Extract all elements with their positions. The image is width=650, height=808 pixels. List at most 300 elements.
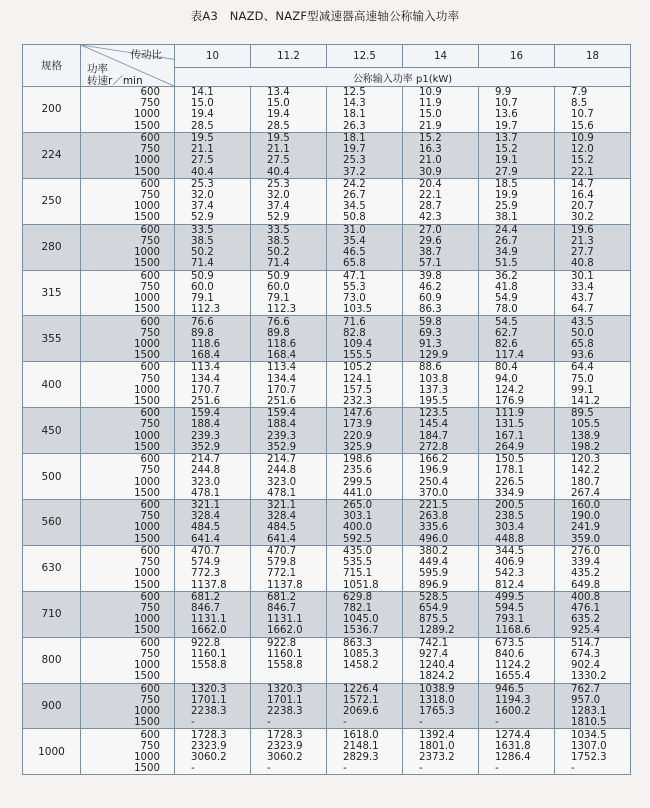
power-cell xyxy=(555,87,631,133)
power-value: 435.2 xyxy=(571,568,601,580)
power-cell xyxy=(555,270,631,316)
power-value: 629.8 xyxy=(343,591,373,603)
power-value: 38.5 xyxy=(267,235,290,247)
power-value: 33.5 xyxy=(267,224,290,236)
power-value: 1701.1 xyxy=(191,694,227,706)
power-value: 1160.1 xyxy=(267,648,303,660)
power-value: 32.0 xyxy=(267,190,290,202)
power-value: 118.6 xyxy=(191,338,221,350)
table-row xyxy=(23,270,631,316)
power-cell xyxy=(251,637,327,683)
power-value: - xyxy=(419,717,423,729)
power-value: 1137.8 xyxy=(191,579,227,591)
power-value: 89.5 xyxy=(571,408,594,420)
power-value: 220.9 xyxy=(343,430,373,442)
power-value: 65.8 xyxy=(343,258,366,270)
power-value: 2238.3 xyxy=(267,706,303,718)
power-value: 36.2 xyxy=(495,270,518,282)
power-cell xyxy=(327,683,403,729)
power-value: 28.7 xyxy=(419,201,442,213)
speed-cell xyxy=(81,316,175,362)
power-cell xyxy=(403,454,479,500)
power-value: 927.4 xyxy=(419,648,449,660)
power-value: 200.5 xyxy=(495,500,525,512)
power-value: 15.0 xyxy=(267,98,290,110)
power-value: 922.8 xyxy=(191,637,221,649)
power-value: 103.8 xyxy=(419,373,449,385)
power-value: 1810.5 xyxy=(571,717,607,729)
power-value: 244.8 xyxy=(267,465,297,477)
speed-cell xyxy=(81,637,175,683)
power-value: 400.0 xyxy=(343,522,373,534)
power-value: 76.6 xyxy=(267,316,290,328)
speed-value: 750 xyxy=(140,694,160,706)
power-value: 10.9 xyxy=(571,132,594,144)
power-value: 334.9 xyxy=(495,487,525,499)
power-value: 50.9 xyxy=(267,270,290,282)
speed-value: 600 xyxy=(140,316,160,328)
power-value: - xyxy=(495,763,499,775)
power-value: 3060.2 xyxy=(191,751,227,763)
power-value: 1618.0 xyxy=(343,729,379,741)
power-value: 78.0 xyxy=(495,304,518,316)
power-value: 142.2 xyxy=(571,465,601,477)
speed-value: 1000 xyxy=(134,109,160,121)
power-value: 15.6 xyxy=(571,120,594,132)
power-value: 542.3 xyxy=(495,568,525,580)
power-value: 27.5 xyxy=(191,155,214,167)
speed-cell xyxy=(81,545,175,591)
power-cell xyxy=(403,408,479,454)
power-value: 793.1 xyxy=(495,614,525,626)
power-value: 31.0 xyxy=(343,224,366,236)
power-cell xyxy=(175,224,251,270)
power-value: 1752.3 xyxy=(571,751,607,763)
speed-value: 1000 xyxy=(134,614,160,626)
power-cell xyxy=(479,316,555,362)
power-value: - xyxy=(267,763,271,775)
power-cell xyxy=(403,362,479,408)
power-value: 123.5 xyxy=(419,408,449,420)
power-value: 20.7 xyxy=(571,201,594,213)
power-value: 1034.5 xyxy=(571,729,607,741)
power-value: 15.2 xyxy=(495,144,518,156)
speed-value: 600 xyxy=(140,408,160,420)
speed-value: 1500 xyxy=(134,625,160,637)
power-value: 1536.7 xyxy=(343,625,379,637)
power-cell xyxy=(555,224,631,270)
power-value: 21.9 xyxy=(419,120,442,132)
power-value xyxy=(191,671,250,682)
power-value: 496.0 xyxy=(419,533,449,545)
power-value: 28.5 xyxy=(191,120,214,132)
power-cell xyxy=(251,683,327,729)
power-value: 43.5 xyxy=(571,316,594,328)
power-value: 232.3 xyxy=(343,395,373,407)
power-cell xyxy=(403,316,479,362)
table-row xyxy=(23,316,631,362)
power-value: 1701.1 xyxy=(267,694,303,706)
power-value: 1392.4 xyxy=(419,729,455,741)
power-value: 10.7 xyxy=(495,98,518,110)
power-value: 339.4 xyxy=(571,557,601,569)
power-cell xyxy=(555,683,631,729)
power-value: 54.9 xyxy=(495,293,518,304)
speed-value: 1000 xyxy=(134,660,160,672)
power-value: 2373.2 xyxy=(419,751,455,763)
power-cell xyxy=(251,500,327,546)
speed-value: 600 xyxy=(140,132,160,144)
power-value: 579.8 xyxy=(267,557,297,569)
power-value: 86.3 xyxy=(419,304,442,316)
speed-label: 转速r／min xyxy=(87,75,143,87)
speed-value: 1000 xyxy=(134,338,160,350)
power-cell xyxy=(251,729,327,775)
speed-value: 1500 xyxy=(134,258,160,270)
power-value: 196.9 xyxy=(419,465,449,477)
power-value: 1137.8 xyxy=(267,579,303,591)
speed-value: 600 xyxy=(140,591,160,603)
speed-value: 750 xyxy=(140,327,160,339)
speed-value: 600 xyxy=(140,362,160,374)
power-value: 1194.3 xyxy=(495,694,531,706)
power-value: 26.7 xyxy=(495,235,518,247)
speed-value: 1500 xyxy=(134,120,160,132)
power-value: 37.2 xyxy=(343,166,366,178)
power-value: 535.5 xyxy=(343,557,373,569)
power-cell xyxy=(175,178,251,224)
power-value: 592.5 xyxy=(343,533,373,545)
power-cell xyxy=(251,270,327,316)
power-value: 105.2 xyxy=(343,362,373,374)
power-value: 112.3 xyxy=(267,304,297,316)
power-value: 12.5 xyxy=(343,87,366,99)
speed-value: 750 xyxy=(140,98,160,110)
power-value: 64.4 xyxy=(571,362,594,374)
power-value: 30.9 xyxy=(419,166,442,178)
power-value: 14.7 xyxy=(571,178,594,190)
speed-value: 600 xyxy=(140,729,160,741)
speed-cell xyxy=(81,87,175,133)
power-cell xyxy=(175,683,251,729)
ratio-header: 11.2 xyxy=(251,45,327,68)
power-cell xyxy=(327,362,403,408)
power-value: 2069.6 xyxy=(343,706,379,718)
power-value: 147.6 xyxy=(343,408,373,420)
power-value: 46.2 xyxy=(419,281,442,293)
speed-value: 750 xyxy=(140,281,160,293)
power-value: 34.5 xyxy=(343,201,366,213)
power-cell xyxy=(327,316,403,362)
power-cell xyxy=(479,683,555,729)
power-value: 27.0 xyxy=(419,224,442,236)
power-value: 674.3 xyxy=(571,648,601,660)
power-value: 2323.9 xyxy=(267,740,303,752)
power-value: 10.7 xyxy=(571,109,594,121)
power-cell xyxy=(175,500,251,546)
table-row xyxy=(23,87,631,133)
power-value: 1274.4 xyxy=(495,729,531,741)
speed-value: 600 xyxy=(140,637,160,649)
power-value: 239.3 xyxy=(267,430,297,442)
power-value: 957.0 xyxy=(571,694,601,706)
power-value: 20.4 xyxy=(419,178,442,190)
power-value: 15.2 xyxy=(419,132,442,144)
power-value: 46.5 xyxy=(343,247,366,259)
power-value: 18.1 xyxy=(343,132,366,144)
power-value: 400.8 xyxy=(571,591,601,603)
power-value: 51.5 xyxy=(495,258,518,270)
spec-cell: 355 xyxy=(23,316,81,362)
power-value: 190.0 xyxy=(571,511,601,523)
power-value: 28.5 xyxy=(267,120,290,132)
power-cell xyxy=(327,132,403,178)
power-value: 325.9 xyxy=(343,441,373,453)
power-cell xyxy=(403,132,479,178)
table-row xyxy=(23,408,631,454)
ratio-header: 14 xyxy=(403,45,479,68)
speed-value: 1000 xyxy=(134,568,160,580)
power-value: 476.1 xyxy=(571,603,601,615)
power-value: 89.8 xyxy=(191,327,214,339)
power-value: 27.9 xyxy=(495,166,518,178)
power-value: 14.3 xyxy=(343,98,366,110)
power-cell xyxy=(555,637,631,683)
power-label: 功率 xyxy=(87,63,108,75)
power-value: 24.2 xyxy=(343,178,366,190)
power-cell xyxy=(555,362,631,408)
power-cell xyxy=(251,87,327,133)
power-value: - xyxy=(495,717,499,729)
speed-value: 1000 xyxy=(134,201,160,213)
power-cell xyxy=(403,545,479,591)
power-value: 120.3 xyxy=(571,454,601,466)
power-value: 528.5 xyxy=(419,591,449,603)
power-value: 25.3 xyxy=(267,178,290,190)
table-row xyxy=(23,729,631,775)
power-value: 641.4 xyxy=(267,533,297,545)
power-value: 12.0 xyxy=(571,144,594,156)
power-value: 641.4 xyxy=(191,533,221,545)
speed-value: 1500 xyxy=(134,487,160,499)
power-value: 47.1 xyxy=(343,270,366,282)
power-value: 239.3 xyxy=(191,430,221,442)
power-value: 113.4 xyxy=(191,362,221,374)
power-value: 435.0 xyxy=(343,545,373,557)
speed-value: 1500 xyxy=(134,166,160,178)
power-value: 25.3 xyxy=(191,178,214,190)
speed-value: 1000 xyxy=(134,430,160,442)
speed-cell xyxy=(81,729,175,775)
power-cell xyxy=(175,362,251,408)
speed-value: 750 xyxy=(140,419,160,431)
power-value: 1320.3 xyxy=(267,683,303,695)
power-value: 448.8 xyxy=(495,533,525,545)
speed-value: 600 xyxy=(140,500,160,512)
power-value: 1160.1 xyxy=(191,648,227,660)
power-cell xyxy=(479,408,555,454)
power-value: 50.2 xyxy=(191,247,214,259)
power-value: 138.9 xyxy=(571,430,601,442)
power-value: 134.4 xyxy=(267,373,297,385)
power-value: 19.4 xyxy=(267,109,290,121)
power-value: 188.4 xyxy=(191,419,221,431)
power-value: 19.7 xyxy=(343,144,366,156)
speed-value: 1500 xyxy=(134,350,160,362)
speed-cell xyxy=(81,178,175,224)
power-value: 21.3 xyxy=(571,235,594,247)
speed-value: 750 xyxy=(140,557,160,569)
power-value: 79.1 xyxy=(191,293,214,304)
power-value: 303.4 xyxy=(495,522,525,534)
power-value: 29.6 xyxy=(419,235,442,247)
power-value: 37.4 xyxy=(267,201,290,213)
power-value: 109.4 xyxy=(343,338,373,350)
power-value: 33.4 xyxy=(571,281,594,293)
power-value: 1124.2 xyxy=(495,660,531,672)
spec-cell: 1000 xyxy=(23,729,81,775)
power-value: 863.3 xyxy=(343,637,373,649)
power-value: 7.9 xyxy=(571,87,588,99)
power-cell xyxy=(251,591,327,637)
speed-cell xyxy=(81,362,175,408)
power-value: 25.3 xyxy=(343,155,366,167)
power-value: 922.8 xyxy=(267,637,297,649)
power-value: 250.4 xyxy=(419,476,449,488)
speed-value: 1500 xyxy=(134,212,160,224)
spec-cell: 224 xyxy=(23,132,81,178)
power-value: 170.7 xyxy=(191,384,221,396)
power-value: 10.9 xyxy=(419,87,442,99)
power-value: 113.4 xyxy=(267,362,297,374)
power-value: 75.0 xyxy=(571,373,594,385)
power-value: 19.4 xyxy=(191,109,214,121)
power-value: 141.2 xyxy=(571,395,601,407)
speed-value: 600 xyxy=(140,270,160,282)
speed-value: 1000 xyxy=(134,293,160,304)
power-value: 195.5 xyxy=(419,395,449,407)
power-value: 1558.8 xyxy=(191,660,227,672)
power-value: 1051.8 xyxy=(343,579,379,591)
power-cell xyxy=(555,178,631,224)
power-value: 131.5 xyxy=(495,419,525,431)
table-row xyxy=(23,132,631,178)
speed-value: 750 xyxy=(140,144,160,156)
power-value: 226.5 xyxy=(495,476,525,488)
power-value: 1226.4 xyxy=(343,683,379,695)
speed-value: 1500 xyxy=(134,395,160,407)
power-value: 159.4 xyxy=(191,408,221,420)
power-value: 1318.0 xyxy=(419,694,455,706)
power-cell xyxy=(327,87,403,133)
power-unit-header: 公称输入功率 p1(kW) xyxy=(175,68,631,87)
power-value: 1728.3 xyxy=(267,729,303,741)
power-value: 137.3 xyxy=(419,384,449,396)
power-value: 26.3 xyxy=(343,120,366,132)
power-value: 155.5 xyxy=(343,350,373,362)
power-value: 681.2 xyxy=(191,591,221,603)
power-value: 64.7 xyxy=(571,304,594,316)
power-value: 267.4 xyxy=(571,487,601,499)
power-value: 3060.2 xyxy=(267,751,303,763)
speed-value: 600 xyxy=(140,87,160,99)
power-cell xyxy=(327,454,403,500)
power-value: 157.5 xyxy=(343,384,373,396)
power-value: 105.5 xyxy=(571,419,601,431)
power-value: 1038.9 xyxy=(419,683,455,695)
speed-value: 600 xyxy=(140,224,160,236)
power-cell xyxy=(555,408,631,454)
power-cell xyxy=(555,132,631,178)
power-value: 1240.4 xyxy=(419,660,455,672)
speed-value: 1500 xyxy=(134,441,160,453)
power-cell xyxy=(251,178,327,224)
power-value: 478.1 xyxy=(267,487,297,499)
power-value: 124.2 xyxy=(495,384,525,396)
power-cell xyxy=(555,545,631,591)
power-value: 52.9 xyxy=(191,212,214,224)
power-value: 50.9 xyxy=(191,270,214,282)
power-cell xyxy=(251,362,327,408)
power-cell xyxy=(479,362,555,408)
power-value: 173.9 xyxy=(343,419,373,431)
power-value: 13.6 xyxy=(495,109,518,121)
power-value: 167.1 xyxy=(495,430,525,442)
power-value: 1168.6 xyxy=(495,625,531,637)
power-value: 238.5 xyxy=(495,511,525,523)
power-value: 41.8 xyxy=(495,281,518,293)
power-value: 846.7 xyxy=(191,603,221,615)
power-value xyxy=(267,671,326,682)
power-value: 16.4 xyxy=(571,190,594,202)
power-cell xyxy=(175,637,251,683)
speed-value: 1000 xyxy=(134,155,160,167)
power-cell xyxy=(403,591,479,637)
power-value: 159.4 xyxy=(267,408,297,420)
power-value: 124.1 xyxy=(343,373,373,385)
power-value: 198.2 xyxy=(571,441,601,453)
speed-value: 1500 xyxy=(134,763,160,775)
power-value: 272.8 xyxy=(419,441,449,453)
speed-cell xyxy=(81,683,175,729)
power-value: 1131.1 xyxy=(267,614,303,626)
power-cell xyxy=(403,224,479,270)
power-value: 470.7 xyxy=(267,545,297,557)
power-value: 89.8 xyxy=(267,327,290,339)
power-value: 1600.2 xyxy=(495,706,531,718)
speed-value: 600 xyxy=(140,454,160,466)
power-value: 8.5 xyxy=(571,98,588,110)
table-row xyxy=(23,224,631,270)
power-value: 370.0 xyxy=(419,487,449,499)
power-value: 150.5 xyxy=(495,454,525,466)
power-value: 19.5 xyxy=(267,132,290,144)
power-value: 38.1 xyxy=(495,212,518,224)
power-value: 323.0 xyxy=(191,476,221,488)
power-cell xyxy=(479,545,555,591)
power-value: 27.5 xyxy=(267,155,290,167)
spec-cell: 200 xyxy=(23,87,81,133)
power-value: 13.4 xyxy=(267,87,290,99)
table-title: 表A3 NAZD、NAZF型减速器高速轴公称输入功率 xyxy=(190,9,460,23)
power-value: 1131.1 xyxy=(191,614,227,626)
power-value: 1655.4 xyxy=(495,671,531,683)
power-value: 82.6 xyxy=(495,338,518,350)
power-value: 762.7 xyxy=(571,683,601,695)
power-value: 344.5 xyxy=(495,545,525,557)
power-cell xyxy=(327,637,403,683)
power-value: 321.1 xyxy=(191,500,221,512)
